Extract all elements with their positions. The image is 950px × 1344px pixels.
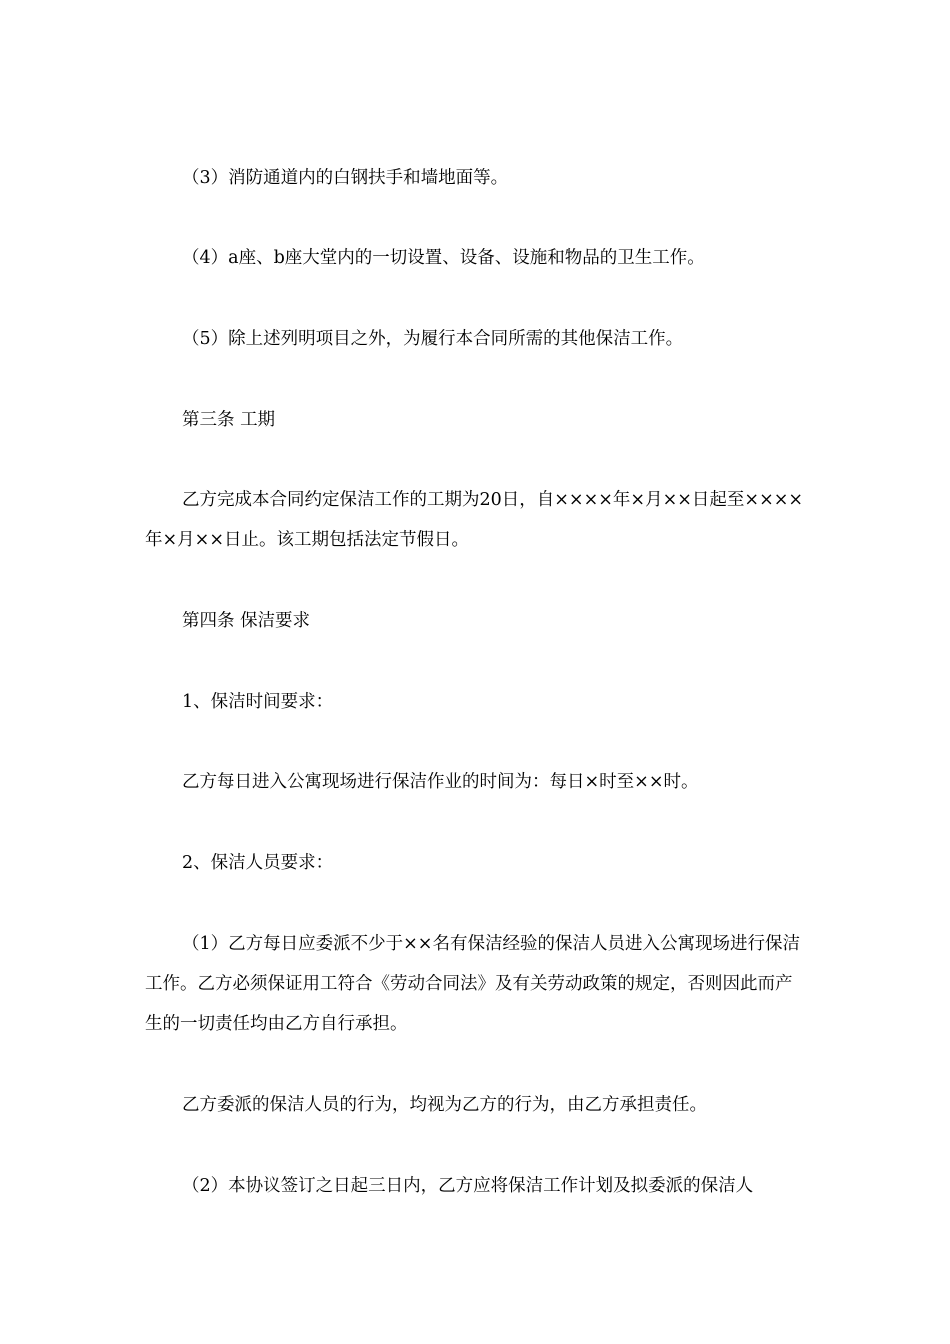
paragraph-staff-item-2: （2）本协议签订之日起三日内，乙方应将保洁工作计划及拟委派的保洁人 (182, 1176, 754, 1196)
paragraph-working-hours: 乙方每日进入公寓现场进行保洁作业的时间为：每日×时至××时。 (182, 772, 699, 792)
subheading-staff-requirement: 2、保洁人员要求： (182, 853, 334, 873)
paragraph-item-5: （5）除上述列明项目之外，为履行本合同所需的其他保洁工作。 (182, 329, 684, 349)
paragraph-staff-conduct: 乙方委派的保洁人员的行为，均视为乙方的行为，由乙方承担责任。 (182, 1095, 707, 1115)
paragraph-staff-item-1: （1）乙方每日应委派不少于××名有保洁经验的保洁人员进入公寓现场进行保洁工作。乙方必须保证用工符合《劳动合同法》及有关劳动政策的规定，否则因此而产生的一切责任均由乙方自行承担。 (145, 934, 800, 1034)
section-heading-article-3: 第三条 工期 (182, 410, 276, 430)
section-heading-article-4: 第四条 保洁要求 (182, 611, 311, 631)
paragraph-item-4: （4）a座、b座大堂内的一切设置、设备、设施和物品的卫生工作。 (182, 248, 705, 268)
paragraph-item-3: （3）消防通道内的白钢扶手和墙地面等。 (182, 168, 509, 188)
subheading-time-requirement: 1、保洁时间要求： (182, 692, 334, 712)
paragraph-duration: 乙方完成本合同约定保洁工作的工期为20日，自××××年×月××日起至××××年×月××日止。该工期包括法定节假日。 (145, 490, 804, 550)
